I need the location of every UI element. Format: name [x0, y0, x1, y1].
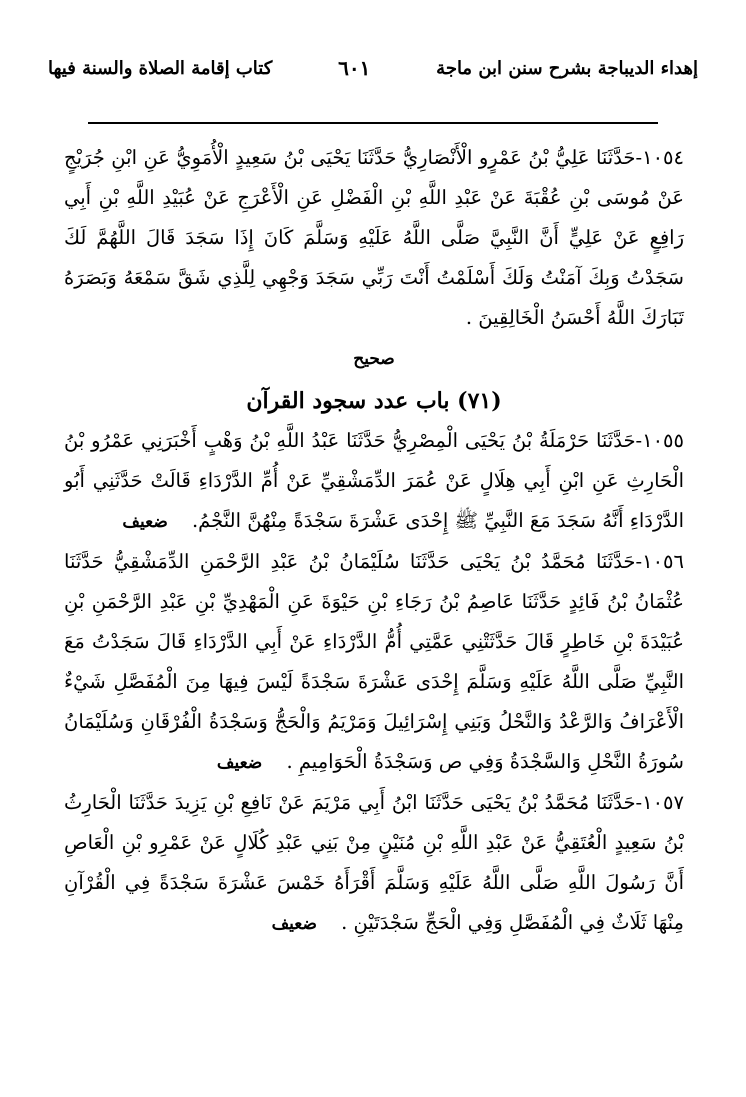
hadith-text: حَدَّثَنَا مُحَمَّدُ بْنُ يَحْيَى حَدَّثَنَا ابْنُ أَبِي مَرْيَمَ عَنْ نَافِعِ بْنِ يَزِيدَ حَدَّثَنَا الْحَارِثُ بْنُ سَعِيدٍ الْعُتَقِيُّ عَنْ عَبْدِ اللَّهِ بْنِ مُنَيْنٍ مِنْ بَنِي عَبْدِ كُلَالٍ عَنْ عَمْرِو بْنِ الْعَاصِ أَنَّ رَسُولَ اللَّهِ صَلَّى اللَّهُ عَلَيْهِ وَسَلَّمَ أَقْرَأَهُ خَمْسَ عَشْرَةَ سَجْدَةً فِي الْقُرْآنِ مِنْهَا ثَلَاثٌ فِي الْمُفَصَّلِ وَفِي الْحَجِّ سَجْدَتَيْنِ .: [64, 791, 684, 934]
hadith-text: حَدَّثَنَا حَرْمَلَةُ بْنُ يَحْيَى الْمِصْرِيُّ حَدَّثَنَا عَبْدُ اللَّهِ بْنُ وَهْبٍ أَخْبَرَنِي عَمْرُو بْنُ الْحَارِثِ عَنِ ابْنِ أَبِي هِلَالٍ عَنْ عُمَرَ الدِّمَشْقِيِّ عَنْ أُمِّ الدَّرْدَاءِ قَالَتْ حَدَّثَنِي أَبُو الدَّرْدَاءِ أَنَّهُ سَجَدَ مَعَ النَّبِيِّ ﷺ إِحْدَى عَشْرَةَ سَجْدَةً مِنْهُنَّ النَّجْمُ.: [64, 429, 684, 532]
hadith-1055: ١٠٥٥-حَدَّثَنَا حَرْمَلَةُ بْنُ يَحْيَى الْمِصْرِيُّ حَدَّثَنَا عَبْدُ اللَّهِ بْنُ وَهْبٍ أَخْبَرَنِي عَمْرُو بْنُ الْحَارِثِ عَنِ ابْنِ أَبِي هِلَالٍ عَنْ عُمَرَ الدِّمَشْقِيِّ عَنْ أُمِّ الدَّرْدَاءِ قَالَتْ حَدَّثَنِي أَبُو الدَّرْدَاءِ أَنَّهُ سَجَدَ مَعَ النَّبِيِّ ﷺ إِحْدَى عَشْرَةَ سَجْدَةً مِنْهُنَّ النَّجْمُ. ضعيف: [64, 421, 684, 542]
header-divider: [88, 122, 658, 124]
hadith-grade: ضعيف: [216, 753, 263, 773]
hadith-grade: ضعيف: [122, 512, 168, 532]
chapter-title-header: كتاب إقامة الصلاة والسنة فيها: [48, 57, 273, 79]
hadith-1054: ١٠٥٤-حَدَّثَنَا عَلِيُّ بْنُ عَمْرٍو الْأَنْصَارِيُّ حَدَّثَنَا يَحْيَى بْنُ سَعِيدٍ الْأُمَوِيُّ عَنِ ابْنِ جُرَيْجٍ عَنْ مُوسَى بْنِ عُقْبَةَ عَنْ عَبْدِ اللَّهِ بْنِ الْفَضْلِ عَنِ الْأَعْرَجِ عَنْ عُبَيْدِ اللَّهِ بْنِ أَبِي رَافِعٍ عَنْ عَلِيٍّ أَنَّ النَّبِيَّ صَلَّى اللَّهُ عَلَيْهِ وَسَلَّمَ كَانَ إِذَا سَجَدَ قَالَ اللَّهُمَّ لَكَ سَجَدْتُ وَبِكَ آمَنْتُ وَلَكَ أَسْلَمْتُ أَنْتَ رَبِّي سَجَدَ وَجْهِي لِلَّذِي شَقَّ سَمْعَهُ وَبَصَرَهُ تَبَارَكَ اللَّهُ أَحْسَنُ الْخَالِقِينَ .: [64, 146, 684, 329]
grade-row: [64, 338, 684, 379]
page-number: ٦٠١: [338, 56, 371, 80]
hadith-number: ١٠٥٧: [642, 791, 684, 814]
hadith-number: ١٠٥٤: [642, 146, 684, 169]
book-title: إهداء الديباجة بشرح سنن ابن ماجة: [436, 57, 698, 79]
hadith-1057: ١٠٥٧-حَدَّثَنَا مُحَمَّدُ بْنُ يَحْيَى حَدَّثَنَا ابْنُ أَبِي مَرْيَمَ عَنْ نَافِعِ بْنِ يَزِيدَ حَدَّثَنَا الْحَارِثُ بْنُ سَعِيدٍ الْعُتَقِيُّ عَنْ عَبْدِ اللَّهِ بْنِ مُنَيْنٍ مِنْ بَنِي عَبْدِ كُلَالٍ عَنْ عَمْرِو بْنِ الْعَاصِ أَنَّ رَسُولَ اللَّهِ صَلَّى اللَّهُ عَلَيْهِ وَسَلَّمَ أَقْرَأَهُ خَمْسَ عَشْرَةَ سَجْدَةً فِي الْقُرْآنِ مِنْهَا ثَلَاثٌ فِي الْمُفَصَّلِ وَفِي الْحَجِّ سَجْدَتَيْنِ . ضعيف: [64, 783, 684, 944]
chapter-heading: (٧١) باب عدد سجود القرآن: [246, 388, 502, 414]
page-content: [64, 138, 684, 944]
hadith-number: ١٠٥٥: [642, 429, 684, 452]
hadith-text: حَدَّثَنَا مُحَمَّدُ بْنُ يَحْيَى حَدَّثَنَا سُلَيْمَانُ بْنُ عَبْدِ الرَّحْمَنِ الدِّمَشْقِيُّ حَدَّثَنَا عُثْمَانُ بْنُ فَائِدٍ حَدَّثَنَا عَاصِمُ بْنُ رَجَاءِ بْنِ حَيْوَةَ عَنِ الْمَهْدِيِّ بْنِ عَبْدِ الرَّحْمَنِ بْنِ عُبَيْدَةَ بْنِ خَاطِرٍ قَالَ حَدَّثَتْنِي عَمَّتِي أُمُّ الدَّرْدَاءِ عَنْ أَبِي الدَّرْدَاءِ قَالَ سَجَدْتُ مَعَ النَّبِيِّ صَلَّى اللَّهُ عَلَيْهِ وَسَلَّمَ إِحْدَى عَشْرَةَ سَجْدَةً لَيْسَ فِيهَا مِنَ الْمُفَصَّلِ شَيْءٌ الْأَعْرَافُ وَالرَّعْدُ وَالنَّحْلُ وَبَنِي إِسْرَائِيلَ وَمَرْيَمُ وَالْحَجُّ وَسَجْدَةُ الْفُرْقَانِ وَسُلَيْمَانُ سُورَةُ النَّحْلِ وَالسَّجْدَةُ وَفِي ص وَسَجْدَةُ الْحَوَامِيمِ .: [64, 550, 684, 773]
hadith-number: ١٠٥٦: [642, 550, 684, 573]
running-head: [48, 52, 698, 84]
hadith-grade: ضعيف: [271, 914, 317, 934]
hadith-grade: صحيح: [353, 349, 395, 369]
hadith-1056: ١٠٥٦-حَدَّثَنَا مُحَمَّدُ بْنُ يَحْيَى حَدَّثَنَا سُلَيْمَانُ بْنُ عَبْدِ الرَّحْمَنِ الدِّمَشْقِيُّ حَدَّثَنَا عُثْمَانُ بْنُ فَائِدٍ حَدَّثَنَا عَاصِمُ بْنُ رَجَاءِ بْنِ حَيْوَةَ عَنِ الْمَهْدِيِّ بْنِ عَبْدِ الرَّحْمَنِ بْنِ عُبَيْدَةَ بْنِ خَاطِرٍ قَالَ حَدَّثَتْنِي عَمَّتِي أُمُّ الدَّرْدَاءِ عَنْ أَبِي الدَّرْدَاءِ قَالَ سَجَدْتُ مَعَ النَّبِيِّ صَلَّى اللَّهُ عَلَيْهِ وَسَلَّمَ إِحْدَى عَشْرَةَ سَجْدَةً لَيْسَ فِيهَا مِنَ الْمُفَصَّلِ شَيْءٌ الْأَعْرَافُ وَالرَّعْدُ وَالنَّحْلُ وَبَنِي إِسْرَائِيلَ وَمَرْيَمُ وَالْحَجُّ وَسَجْدَةُ الْفُرْقَانِ وَسُلَيْمَانُ سُورَةُ النَّحْلِ وَالسَّجْدَةُ وَفِي ص وَسَجْدَةُ الْحَوَامِيمِ . ضعيف: [64, 542, 684, 783]
hadith-text: حَدَّثَنَا عَلِيُّ بْنُ عَمْرٍو الْأَنْصَارِيُّ حَدَّثَنَا يَحْيَى بْنُ سَعِيدٍ الْأُمَوِيُّ عَنِ ابْنِ جُرَيْجٍ عَنْ مُوسَى بْنِ عُقْبَةَ عَنْ عَبْدِ اللَّهِ بْنِ الْفَضْلِ عَنِ الْأَعْرَجِ عَنْ عُبَيْدِ اللَّهِ بْنِ أَبِي رَافِعٍ عَنْ عَلِيٍّ أَنَّ النَّبِيَّ صَلَّى اللَّهُ عَلَيْهِ وَسَلَّمَ كَانَ إِذَا سَجَدَ قَالَ اللَّهُمَّ لَكَ سَجَدْتُ وَبِكَ آمَنْتُ وَلَكَ أَسْلَمْتُ أَنْتَ رَبِّي سَجَدَ وَجْهِي لِلَّذِي شَقَّ سَمْعَهُ وَبَصَرَهُ تَبَارَكَ اللَّهُ أَحْسَنُ الْخَالِقِينَ .: [64, 146, 684, 329]
